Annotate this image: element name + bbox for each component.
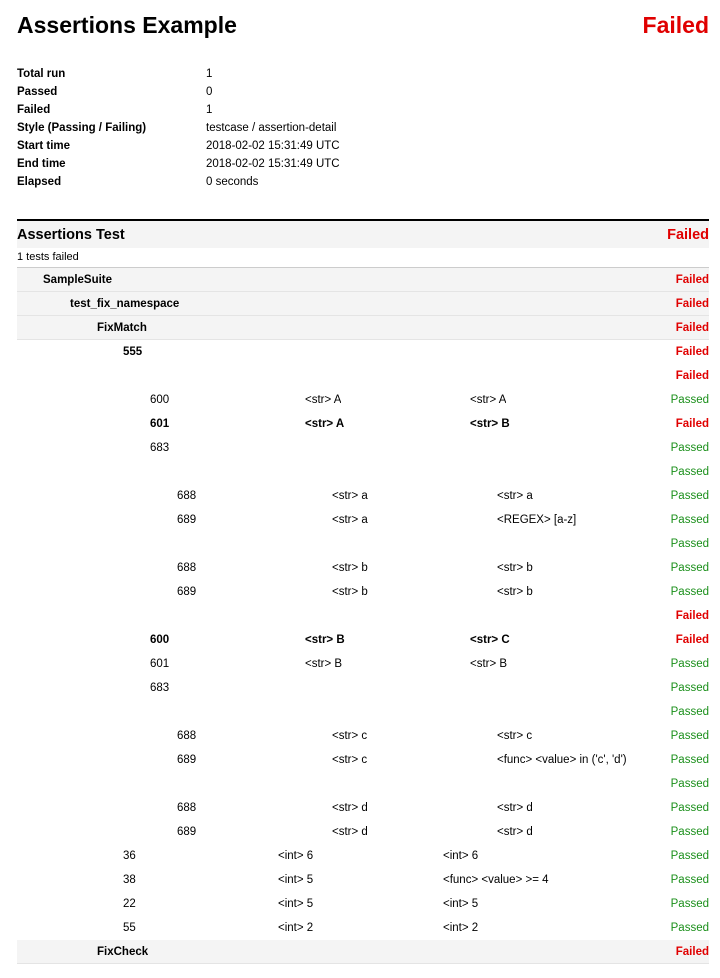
row-name: SampleSuite [43, 274, 113, 286]
row-status: Passed [670, 826, 709, 838]
row-first: <str> B [305, 658, 343, 670]
row-second: <REGEX> [a-z] [497, 514, 577, 526]
row-status: Passed [670, 922, 709, 934]
summary-label: Style (Passing / Failing) [17, 122, 147, 134]
assertion-row [17, 412, 709, 436]
assertion-row [17, 820, 709, 844]
row-first: <str> A [305, 418, 345, 430]
row-name: 38 [123, 874, 136, 886]
row-name: test_fix_namespace [70, 298, 180, 310]
row-first: <str> B [305, 634, 345, 646]
summary-value: testcase / assertion-detail [206, 122, 337, 134]
row-second: <str> c [497, 730, 533, 742]
row-first: <int> 5 [278, 898, 314, 910]
row-first: <int> 2 [278, 922, 314, 934]
row-status: Passed [670, 898, 709, 910]
section-subtitle: 1 tests failed [17, 248, 709, 268]
report-title: Assertions Example [17, 12, 237, 38]
summary-row [17, 65, 617, 83]
row-name: 601 [150, 418, 170, 430]
row-first: <str> b [332, 586, 368, 598]
assertion-row [17, 676, 709, 700]
summary-value: 1 [206, 104, 213, 116]
row-first: <str> a [332, 514, 368, 526]
row-name: 688 [177, 730, 197, 742]
row-name: 601 [150, 658, 170, 670]
row-second: <str> b [497, 586, 533, 598]
assertion-row [17, 508, 709, 532]
assertion-row [17, 844, 709, 868]
row-status: Passed [670, 514, 709, 526]
row-status: Failed [675, 346, 709, 358]
row-name: 689 [177, 826, 197, 838]
row-status: Passed [670, 730, 709, 742]
row-status: Passed [670, 394, 709, 406]
summary-row [17, 83, 617, 101]
assertion-row [17, 364, 709, 388]
row-status: Passed [670, 538, 709, 550]
row-name: 683 [150, 682, 170, 694]
section-header[interactable] [17, 221, 709, 248]
row-second: <str> b [497, 562, 533, 574]
assertion-row [17, 628, 709, 652]
row-name: 689 [177, 754, 197, 766]
assertion-row [17, 868, 709, 892]
summary-label: Start time [17, 140, 71, 152]
row-name: 600 [150, 394, 170, 406]
row-second: <int> 5 [443, 898, 479, 910]
row-second: <str> A [470, 394, 507, 406]
assertion-row [17, 580, 709, 604]
row-status: Failed [675, 634, 709, 646]
row-name: FixMatch [97, 322, 147, 334]
group-row[interactable] [17, 268, 709, 292]
report-header [17, 0, 709, 56]
row-second: <str> a [497, 490, 533, 502]
row-status: Passed [670, 874, 709, 886]
row-first: <str> d [332, 802, 368, 814]
section-status: Failed [667, 227, 709, 243]
row-status: Failed [675, 610, 709, 622]
row-first: <int> 5 [278, 874, 314, 886]
row-name: 688 [177, 562, 197, 574]
group-row[interactable] [17, 292, 709, 316]
row-first: <str> c [332, 754, 368, 766]
assertion-row [17, 556, 709, 580]
row-name: 555 [123, 346, 143, 358]
row-name: 55 [123, 922, 136, 934]
row-status: Passed [670, 682, 709, 694]
assertion-row [17, 340, 709, 364]
row-status: Passed [670, 850, 709, 862]
summary-value: 1 [206, 68, 213, 80]
summary-label: Passed [17, 86, 58, 98]
assertion-row [17, 436, 709, 460]
row-name: 600 [150, 634, 170, 646]
summary-row [17, 155, 617, 173]
section-name: Assertions Test [17, 227, 125, 243]
summary-value: 0 [206, 86, 213, 98]
group-row[interactable] [17, 316, 709, 340]
row-second: <int> 2 [443, 922, 479, 934]
row-status: Failed [675, 946, 709, 958]
row-second: <func> <value> >= 4 [443, 874, 549, 886]
summary-value: 2018-02-02 15:31:49 UTC [206, 140, 340, 152]
report-page [17, 0, 709, 958]
summary-row [17, 119, 617, 137]
row-name: 689 [177, 586, 197, 598]
row-name: 36 [123, 850, 136, 862]
row-first: <str> A [305, 394, 342, 406]
assertion-row [17, 388, 709, 412]
assertion-row [17, 748, 709, 772]
row-name: 688 [177, 490, 197, 502]
assertion-row [17, 916, 709, 940]
assertion-row [17, 724, 709, 748]
row-name: 688 [177, 802, 197, 814]
row-first: <str> d [332, 826, 368, 838]
row-status: Failed [675, 322, 709, 334]
summary-row [17, 173, 617, 191]
assertion-row [17, 796, 709, 820]
row-second: <str> d [497, 826, 533, 838]
report-status: Failed [642, 12, 709, 38]
row-status: Passed [670, 586, 709, 598]
row-first: <str> b [332, 562, 368, 574]
row-status: Failed [675, 418, 709, 430]
assertion-row [17, 700, 709, 724]
summary-value: 2018-02-02 15:31:49 UTC [206, 158, 340, 170]
summary-label: End time [17, 158, 66, 170]
row-first: <str> c [332, 730, 368, 742]
row-status: Failed [675, 274, 709, 286]
row-second: <func> <value> in ('c', 'd') [497, 754, 627, 766]
summary-label: Elapsed [17, 176, 62, 188]
row-name: 689 [177, 514, 197, 526]
group-row[interactable] [17, 940, 709, 964]
row-status: Passed [670, 442, 709, 454]
row-status: Passed [670, 490, 709, 502]
row-status: Passed [670, 706, 709, 718]
row-status: Passed [670, 658, 709, 670]
row-status: Passed [670, 778, 709, 790]
row-second: <str> B [470, 658, 508, 670]
row-first: <str> a [332, 490, 368, 502]
assertion-row [17, 532, 709, 556]
result-rows [17, 268, 709, 964]
row-status: Passed [670, 562, 709, 574]
assertion-row [17, 460, 709, 484]
row-name: FixCheck [97, 946, 149, 958]
row-status: Passed [670, 466, 709, 478]
summary-label: Failed [17, 104, 51, 116]
row-second: <str> C [470, 634, 510, 646]
row-status: Passed [670, 754, 709, 766]
row-name: 22 [123, 898, 136, 910]
summary-value: 0 seconds [206, 176, 259, 188]
assertion-row [17, 604, 709, 628]
row-second: <str> d [497, 802, 533, 814]
assertion-row [17, 892, 709, 916]
row-second: <str> B [470, 418, 510, 430]
summary-row [17, 137, 617, 155]
assertion-row [17, 484, 709, 508]
row-status: Failed [675, 298, 709, 310]
summary-row [17, 101, 617, 119]
test-section [17, 219, 709, 964]
summary-table [17, 65, 617, 191]
assertion-row [17, 652, 709, 676]
row-status: Failed [675, 370, 709, 382]
row-second: <int> 6 [443, 850, 479, 862]
summary-label: Total run [17, 68, 66, 80]
row-first: <int> 6 [278, 850, 314, 862]
assertion-row [17, 772, 709, 796]
row-status: Passed [670, 802, 709, 814]
row-name: 683 [150, 442, 170, 454]
